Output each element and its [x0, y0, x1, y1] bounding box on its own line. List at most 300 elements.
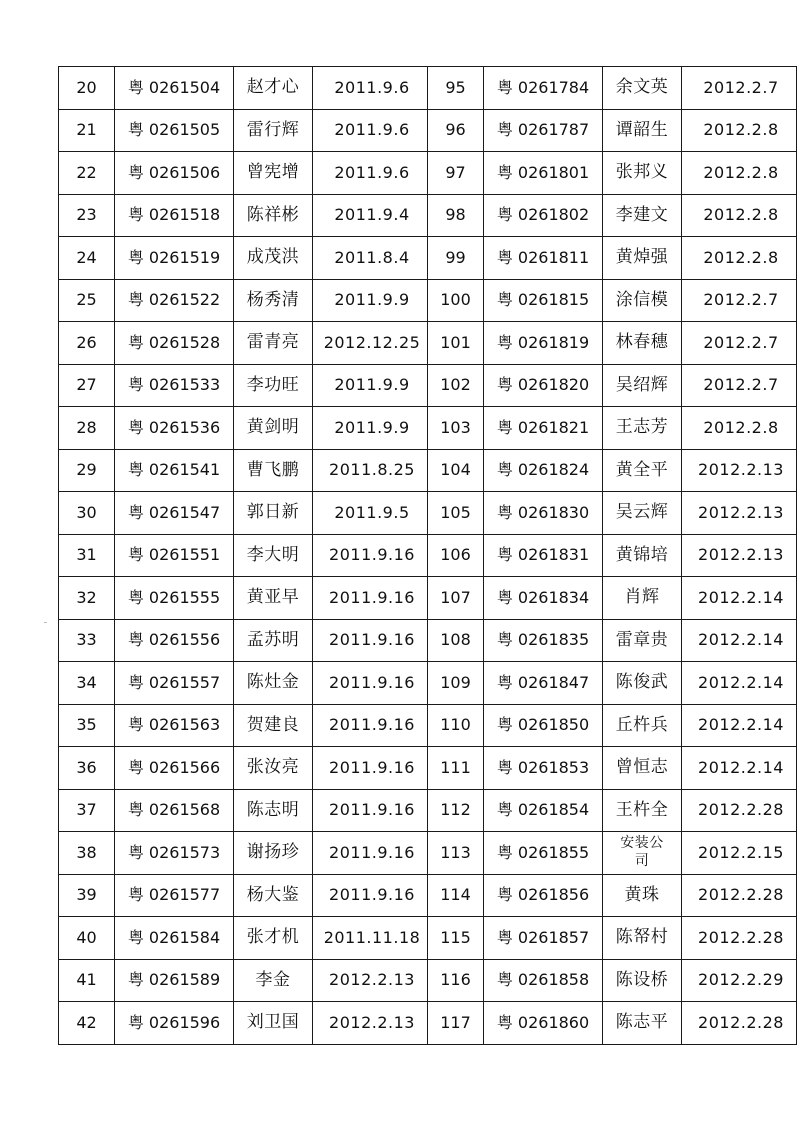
left-issue-date-cell [313, 662, 428, 705]
left-certificate-number-cell [115, 534, 234, 577]
left-certificate-number: 粤 0261519 [127, 247, 221, 267]
left-issue-date: 2011.9.6 [334, 77, 410, 97]
right-person-name: 曾恒志 [615, 757, 669, 778]
right-certificate-number-cell [484, 364, 603, 407]
left-person-name-cell [234, 959, 313, 1002]
left-issue-date: 2011.9.9 [334, 290, 410, 310]
left-row-number: 38 [76, 842, 97, 862]
right-row-number-cell [428, 917, 484, 960]
right-person-name-cell [603, 322, 682, 365]
left-row-number-cell [59, 407, 115, 450]
right-person-name-cell [603, 152, 682, 195]
right-row-number-cell [428, 449, 484, 492]
left-row-number: 29 [76, 460, 97, 480]
left-person-name: 李金 [255, 969, 291, 990]
right-row-number-cell [428, 322, 484, 365]
table-row [59, 789, 797, 832]
left-certificate-number-cell [115, 832, 234, 875]
left-person-name: 李大明 [246, 544, 300, 565]
left-person-name: 曾宪增 [246, 162, 300, 183]
right-row-number: 102 [440, 375, 471, 395]
right-certificate-number: 粤 0261787 [496, 120, 590, 140]
left-person-name-cell [234, 874, 313, 917]
left-issue-date: 2011.9.16 [329, 885, 415, 905]
left-issue-date-cell [313, 364, 428, 407]
left-certificate-number-cell [115, 322, 234, 365]
right-row-number-cell [428, 959, 484, 1002]
right-issue-date: 2012.2.7 [703, 375, 779, 395]
right-person-name-cell [603, 917, 682, 960]
left-person-name-cell [234, 194, 313, 237]
left-issue-date-cell [313, 152, 428, 195]
table-row [59, 832, 797, 875]
right-row-number-cell [428, 1002, 484, 1045]
right-certificate-number: 粤 0261834 [496, 587, 590, 607]
left-issue-date-cell [313, 917, 428, 960]
right-row-number: 95 [445, 77, 466, 97]
left-person-name-cell [234, 237, 313, 280]
table-row [59, 279, 797, 322]
left-certificate-number: 粤 0261506 [127, 162, 221, 182]
left-issue-date-cell [313, 874, 428, 917]
left-row-number-cell [59, 789, 115, 832]
left-row-number: 23 [76, 205, 97, 225]
left-person-name-cell [234, 67, 313, 110]
right-issue-date-cell [682, 322, 797, 365]
table-row [59, 1002, 797, 1045]
left-issue-date: 2011.9.16 [329, 800, 415, 820]
left-certificate-number: 粤 0261589 [127, 970, 221, 990]
right-certificate-number-cell [484, 577, 603, 620]
right-certificate-number-cell [484, 449, 603, 492]
right-issue-date-cell [682, 917, 797, 960]
left-certificate-number: 粤 0261541 [127, 460, 221, 480]
right-issue-date: 2012.2.7 [703, 332, 779, 352]
left-person-name: 贺建良 [246, 714, 300, 735]
right-row-number-cell [428, 619, 484, 662]
left-certificate-number: 粤 0261528 [127, 332, 221, 352]
left-issue-date-cell [313, 704, 428, 747]
left-certificate-number-cell [115, 917, 234, 960]
left-person-name: 张汝亮 [246, 757, 300, 778]
left-certificate-number-cell [115, 789, 234, 832]
table-row [59, 237, 797, 280]
right-person-name: 黄全平 [615, 459, 669, 480]
left-row-number-cell [59, 534, 115, 577]
right-person-name: 雷章贵 [615, 629, 669, 650]
left-issue-date: 2011.9.6 [334, 120, 410, 140]
left-row-number-cell [59, 917, 115, 960]
left-issue-date: 2011.8.25 [329, 460, 415, 480]
right-certificate-number: 粤 0261820 [496, 375, 590, 395]
right-certificate-number-cell [484, 959, 603, 1002]
left-issue-date: 2011.11.18 [323, 927, 421, 947]
right-issue-date-cell [682, 959, 797, 1002]
right-person-name-cell [603, 1002, 682, 1045]
left-person-name-cell [234, 492, 313, 535]
left-certificate-number-cell [115, 619, 234, 662]
right-issue-date-cell [682, 152, 797, 195]
left-certificate-number: 粤 0261551 [127, 545, 221, 565]
right-issue-date-cell [682, 832, 797, 875]
right-certificate-number-cell [484, 747, 603, 790]
right-person-name: 黄焯强 [615, 247, 669, 268]
right-certificate-number: 粤 0261802 [496, 205, 590, 225]
left-certificate-number-cell [115, 364, 234, 407]
right-issue-date-cell [682, 747, 797, 790]
left-certificate-number-cell [115, 704, 234, 747]
right-issue-date-cell [682, 279, 797, 322]
left-issue-date: 2011.9.6 [334, 162, 410, 182]
right-certificate-number: 粤 0261831 [496, 545, 590, 565]
right-row-number: 96 [445, 120, 466, 140]
left-row-number-cell [59, 662, 115, 705]
left-certificate-number-cell [115, 152, 234, 195]
left-row-number-cell [59, 364, 115, 407]
left-certificate-number: 粤 0261557 [127, 672, 221, 692]
left-issue-date-cell [313, 194, 428, 237]
left-issue-date-cell [313, 959, 428, 1002]
left-person-name-cell [234, 917, 313, 960]
left-certificate-number-cell [115, 109, 234, 152]
right-issue-date-cell [682, 662, 797, 705]
table-row [59, 322, 797, 365]
right-certificate-number-cell [484, 194, 603, 237]
left-row-number-cell [59, 704, 115, 747]
right-issue-date-cell [682, 704, 797, 747]
right-issue-date-cell [682, 449, 797, 492]
left-certificate-number: 粤 0261563 [127, 715, 221, 735]
left-row-number: 28 [76, 417, 97, 437]
left-certificate-number: 粤 0261568 [127, 800, 221, 820]
left-row-number: 36 [76, 757, 97, 777]
right-person-name: 黄锦培 [615, 544, 669, 565]
table-row [59, 449, 797, 492]
table-row [59, 194, 797, 237]
right-row-number-cell [428, 662, 484, 705]
left-row-number-cell [59, 67, 115, 110]
right-certificate-number-cell [484, 662, 603, 705]
left-certificate-number: 粤 0261505 [127, 120, 221, 140]
right-person-name-cell [603, 109, 682, 152]
left-certificate-number: 粤 0261536 [127, 417, 221, 437]
right-certificate-number-cell [484, 789, 603, 832]
certificate-registry-table [58, 66, 797, 1045]
right-issue-date: 2012.2.14 [698, 587, 784, 607]
right-certificate-number-cell [484, 917, 603, 960]
left-certificate-number: 粤 0261577 [127, 885, 221, 905]
left-person-name: 雷行辉 [246, 119, 300, 140]
left-person-name-cell [234, 109, 313, 152]
right-row-number-cell [428, 194, 484, 237]
right-issue-date-cell [682, 67, 797, 110]
right-row-number-cell [428, 407, 484, 450]
left-row-number-cell [59, 619, 115, 662]
table-body [59, 67, 797, 1045]
right-person-name: 王志芳 [615, 417, 669, 438]
table-row [59, 364, 797, 407]
right-row-number-cell [428, 874, 484, 917]
right-person-name-cell [603, 237, 682, 280]
left-person-name-cell [234, 662, 313, 705]
left-row-number-cell [59, 109, 115, 152]
right-row-number: 115 [440, 927, 471, 947]
left-issue-date-cell [313, 67, 428, 110]
left-issue-date-cell [313, 492, 428, 535]
left-issue-date: 2011.9.16 [329, 545, 415, 565]
right-issue-date: 2012.2.14 [698, 757, 784, 777]
right-person-name: 涂信模 [615, 289, 669, 310]
right-person-name: 余文英 [615, 77, 669, 98]
left-certificate-number-cell [115, 449, 234, 492]
right-person-name: 王杵全 [615, 799, 669, 820]
left-row-number: 25 [76, 290, 97, 310]
left-row-number-cell [59, 449, 115, 492]
left-row-number-cell [59, 322, 115, 365]
left-person-name-cell [234, 619, 313, 662]
right-issue-date-cell [682, 1002, 797, 1045]
left-person-name-cell [234, 1002, 313, 1045]
right-issue-date-cell [682, 407, 797, 450]
right-row-number: 105 [440, 502, 471, 522]
left-person-name-cell [234, 534, 313, 577]
left-person-name: 成茂洪 [246, 247, 300, 268]
left-person-name-cell [234, 747, 313, 790]
right-issue-date-cell [682, 194, 797, 237]
right-row-number-cell [428, 832, 484, 875]
left-issue-date-cell [313, 534, 428, 577]
right-row-number-cell [428, 492, 484, 535]
right-certificate-number-cell [484, 279, 603, 322]
left-row-number: 42 [76, 1012, 97, 1032]
left-row-number-cell [59, 747, 115, 790]
right-issue-date-cell [682, 577, 797, 620]
right-row-number-cell [428, 577, 484, 620]
left-row-number: 34 [76, 672, 97, 692]
left-person-name: 黄剑明 [246, 417, 300, 438]
left-row-number-cell [59, 237, 115, 280]
right-person-name: 李建文 [615, 204, 669, 225]
right-issue-date: 2012.2.8 [703, 417, 779, 437]
left-row-number: 33 [76, 630, 97, 650]
right-certificate-number: 粤 0261811 [496, 247, 590, 267]
left-certificate-number: 粤 0261518 [127, 205, 221, 225]
right-certificate-number: 粤 0261819 [496, 332, 590, 352]
right-row-number-cell [428, 109, 484, 152]
right-row-number: 108 [440, 630, 471, 650]
left-issue-date-cell [313, 619, 428, 662]
right-person-name: 安装公司 [620, 835, 664, 869]
left-row-number: 41 [76, 970, 97, 990]
left-issue-date-cell [313, 747, 428, 790]
right-row-number-cell [428, 279, 484, 322]
right-certificate-number: 粤 0261860 [496, 1012, 590, 1032]
right-issue-date-cell [682, 492, 797, 535]
right-certificate-number: 粤 0261830 [496, 502, 590, 522]
right-person-name: 陈俊武 [615, 672, 669, 693]
right-row-number-cell [428, 67, 484, 110]
table-row [59, 704, 797, 747]
right-person-name: 吴绍辉 [615, 374, 669, 395]
right-row-number-cell [428, 152, 484, 195]
left-issue-date-cell [313, 577, 428, 620]
right-person-name-cell [603, 364, 682, 407]
left-row-number: 30 [76, 502, 97, 522]
left-certificate-number-cell [115, 662, 234, 705]
right-row-number: 106 [440, 545, 471, 565]
right-row-number: 99 [445, 247, 466, 267]
right-certificate-number: 粤 0261821 [496, 417, 590, 437]
left-person-name: 杨大鉴 [246, 884, 300, 905]
left-certificate-number-cell [115, 1002, 234, 1045]
right-issue-date-cell [682, 619, 797, 662]
right-row-number: 117 [440, 1012, 471, 1032]
right-person-name-cell [603, 194, 682, 237]
right-issue-date: 2012.2.28 [698, 800, 784, 820]
right-issue-date-cell [682, 109, 797, 152]
table-row [59, 492, 797, 535]
right-row-number: 110 [440, 715, 471, 735]
right-row-number-cell [428, 704, 484, 747]
left-certificate-number: 粤 0261596 [127, 1012, 221, 1032]
right-person-name-cell [603, 279, 682, 322]
right-person-name-cell [603, 832, 682, 875]
table-row [59, 152, 797, 195]
left-person-name: 赵才心 [246, 77, 300, 98]
left-certificate-number: 粤 0261533 [127, 375, 221, 395]
left-certificate-number-cell [115, 194, 234, 237]
right-row-number-cell [428, 237, 484, 280]
left-person-name-cell [234, 577, 313, 620]
left-row-number: 20 [76, 77, 97, 97]
right-row-number: 98 [445, 205, 466, 225]
right-row-number: 109 [440, 672, 471, 692]
right-person-name-cell [603, 492, 682, 535]
table-row [59, 109, 797, 152]
right-row-number: 100 [440, 290, 471, 310]
left-row-number-cell [59, 279, 115, 322]
right-person-name-cell [603, 619, 682, 662]
right-issue-date-cell [682, 237, 797, 280]
left-row-number: 26 [76, 332, 97, 352]
right-certificate-number-cell [484, 619, 603, 662]
right-person-name: 黄珠 [624, 884, 660, 905]
left-issue-date: 2011.9.5 [334, 502, 410, 522]
right-issue-date: 2012.2.13 [698, 460, 784, 480]
left-issue-date-cell [313, 449, 428, 492]
left-certificate-number: 粤 0261556 [127, 630, 221, 650]
left-row-number-cell [59, 152, 115, 195]
table-row [59, 619, 797, 662]
left-row-number: 21 [76, 120, 97, 140]
right-certificate-number-cell [484, 832, 603, 875]
right-certificate-number-cell [484, 67, 603, 110]
left-issue-date-cell [313, 789, 428, 832]
left-issue-date-cell [313, 109, 428, 152]
right-certificate-number: 粤 0261815 [496, 290, 590, 310]
right-person-name: 肖辉 [624, 587, 660, 608]
right-certificate-number-cell [484, 109, 603, 152]
left-person-name: 张才机 [246, 927, 300, 948]
right-person-name-cell [603, 874, 682, 917]
table-row [59, 874, 797, 917]
left-issue-date: 2012.12.25 [323, 332, 421, 352]
right-row-number: 113 [440, 842, 471, 862]
right-row-number-cell [428, 789, 484, 832]
right-issue-date: 2012.2.28 [698, 927, 784, 947]
right-certificate-number-cell [484, 492, 603, 535]
left-certificate-number: 粤 0261555 [127, 587, 221, 607]
left-certificate-number: 粤 0261547 [127, 502, 221, 522]
table-row [59, 662, 797, 705]
left-certificate-number-cell [115, 577, 234, 620]
right-issue-date: 2012.2.28 [698, 1012, 784, 1032]
table-row [59, 577, 797, 620]
right-certificate-number: 粤 0261835 [496, 630, 590, 650]
table-row [59, 67, 797, 110]
left-person-name-cell [234, 832, 313, 875]
left-issue-date: 2012.2.13 [329, 970, 415, 990]
left-row-number: 32 [76, 587, 97, 607]
left-issue-date: 2011.9.9 [334, 375, 410, 395]
left-certificate-number-cell [115, 747, 234, 790]
left-person-name: 孟苏明 [246, 629, 300, 650]
left-row-number: 31 [76, 545, 97, 565]
left-certificate-number-cell [115, 407, 234, 450]
left-issue-date: 2011.9.16 [329, 672, 415, 692]
right-issue-date: 2012.2.28 [698, 885, 784, 905]
right-row-number: 104 [440, 460, 471, 480]
left-person-name-cell [234, 449, 313, 492]
right-person-name: 林春穗 [615, 332, 669, 353]
left-person-name: 雷青亮 [246, 332, 300, 353]
left-person-name: 陈灶金 [246, 672, 300, 693]
table-row [59, 534, 797, 577]
left-row-number: 35 [76, 715, 97, 735]
left-person-name: 杨秀清 [246, 289, 300, 310]
left-row-number-cell [59, 832, 115, 875]
left-issue-date-cell [313, 322, 428, 365]
left-issue-date-cell [313, 407, 428, 450]
right-certificate-number: 粤 0261857 [496, 927, 590, 947]
right-person-name: 张邦义 [615, 162, 669, 183]
right-row-number: 114 [440, 885, 471, 905]
left-person-name-cell [234, 152, 313, 195]
right-certificate-number: 粤 0261850 [496, 715, 590, 735]
right-issue-date: 2012.2.29 [698, 970, 784, 990]
left-certificate-number: 粤 0261522 [127, 290, 221, 310]
left-row-number: 24 [76, 247, 97, 267]
right-certificate-number: 粤 0261855 [496, 842, 590, 862]
left-issue-date-cell [313, 1002, 428, 1045]
left-row-number-cell [59, 1002, 115, 1045]
left-row-number-cell [59, 959, 115, 1002]
right-row-number: 97 [445, 162, 466, 182]
left-person-name: 谢扬珍 [246, 842, 300, 863]
right-person-name: 陈设桥 [615, 969, 669, 990]
right-certificate-number-cell [484, 237, 603, 280]
left-certificate-number-cell [115, 67, 234, 110]
right-row-number-cell [428, 534, 484, 577]
left-person-name: 黄亚早 [246, 587, 300, 608]
left-row-number-cell [59, 194, 115, 237]
right-row-number: 111 [440, 757, 471, 777]
right-issue-date-cell [682, 534, 797, 577]
left-person-name: 陈祥彬 [246, 204, 300, 225]
right-certificate-number: 粤 0261824 [496, 460, 590, 480]
right-certificate-number: 粤 0261854 [496, 800, 590, 820]
left-person-name: 刘卫国 [246, 1012, 300, 1033]
